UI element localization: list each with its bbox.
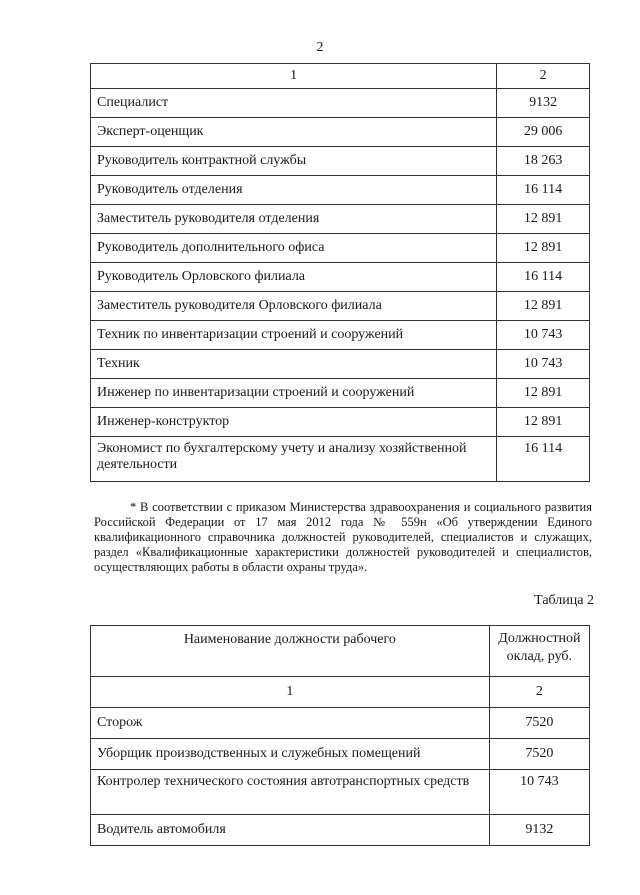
salary-cell: 9132: [497, 89, 590, 118]
position-cell: Инженер по инвентаризации строений и сооружений: [91, 379, 497, 408]
column-title-salary: Должностной оклад, руб.: [489, 626, 589, 677]
position-cell: Техник: [91, 350, 497, 379]
column-title-position: Наименование должности рабочего: [91, 626, 490, 677]
salary-cell: 10 743: [497, 321, 590, 350]
table-number-row: [91, 677, 590, 708]
salary-cell: 12 891: [497, 292, 590, 321]
salary-table-specialists: [90, 63, 590, 482]
table-row: [91, 147, 590, 176]
table2-label: Таблица 2: [534, 593, 594, 608]
position-cell: Руководитель дополнительного офиса: [91, 234, 497, 263]
column-number-2: 2: [497, 64, 590, 89]
salary-cell: 7520: [489, 708, 589, 739]
salary-cell: 16 114: [497, 176, 590, 205]
table-row: [91, 739, 590, 770]
table-header-row: [91, 626, 590, 677]
position-cell: Техник по инвентаризации строений и сооружений: [91, 321, 497, 350]
table-row: [91, 350, 590, 379]
table-row: [91, 176, 590, 205]
salary-cell: 10 743: [489, 770, 589, 815]
table-header-row: [91, 64, 590, 89]
position-cell: Заместитель руководителя Орловского филиала: [91, 292, 497, 321]
table-row: [91, 408, 590, 437]
column-number-1: 1: [91, 64, 497, 89]
position-cell: Специалист: [91, 89, 497, 118]
salary-cell: 16 114: [497, 263, 590, 292]
table-row: [91, 437, 590, 482]
table-row: [91, 770, 590, 815]
position-cell: Уборщик производственных и служебных помещений: [91, 739, 490, 770]
position-cell: Инженер-конструктор: [91, 408, 497, 437]
footnote-text: * В соответствии с приказом Министерства здравоохранения и социального развития Российской Федерации от 17 мая 2012 года № 559н «Об утверждении Единого квалификационного справочника должностей руководителей, специалистов и служащих, раздел «Квалификационные характеристики должностей руководителей и специалистов, осуществляющих работы в области охраны труда».: [94, 500, 592, 574]
salary-cell: 12 891: [497, 234, 590, 263]
table-row: [91, 379, 590, 408]
salary-cell: 9132: [489, 815, 589, 846]
table-row: [91, 263, 590, 292]
position-cell: Заместитель руководителя отделения: [91, 205, 497, 234]
table-row: [91, 118, 590, 147]
salary-cell: 16 114: [497, 437, 590, 482]
table-row: [91, 815, 590, 846]
salary-cell: 12 891: [497, 379, 590, 408]
salary-table-workers: [90, 625, 590, 846]
salary-cell: 10 743: [497, 350, 590, 379]
table-row: [91, 292, 590, 321]
table-row: [91, 205, 590, 234]
table-row: [91, 234, 590, 263]
salary-cell: 12 891: [497, 205, 590, 234]
page-number: 2: [316, 40, 324, 55]
footnote: [94, 500, 592, 575]
salary-cell: 12 891: [497, 408, 590, 437]
position-cell: Экономист по бухгалтерскому учету и анализу хозяйственной деятельности: [91, 437, 497, 482]
position-cell: Руководитель Орловского филиала: [91, 263, 497, 292]
table-row: [91, 708, 590, 739]
position-cell: Водитель автомобиля: [91, 815, 490, 846]
salary-cell: 18 263: [497, 147, 590, 176]
position-cell: Контролер технического состояния автотранспортных средств: [91, 770, 490, 815]
position-cell: Сторож: [91, 708, 490, 739]
table-row: [91, 321, 590, 350]
salary-cell: 29 006: [497, 118, 590, 147]
salary-cell: 7520: [489, 739, 589, 770]
position-cell: Руководитель отделения: [91, 176, 497, 205]
column-number-1: 1: [91, 677, 490, 708]
column-number-2: 2: [489, 677, 589, 708]
position-cell: Эксперт-оценщик: [91, 118, 497, 147]
position-cell: Руководитель контрактной службы: [91, 147, 497, 176]
table-row: [91, 89, 590, 118]
